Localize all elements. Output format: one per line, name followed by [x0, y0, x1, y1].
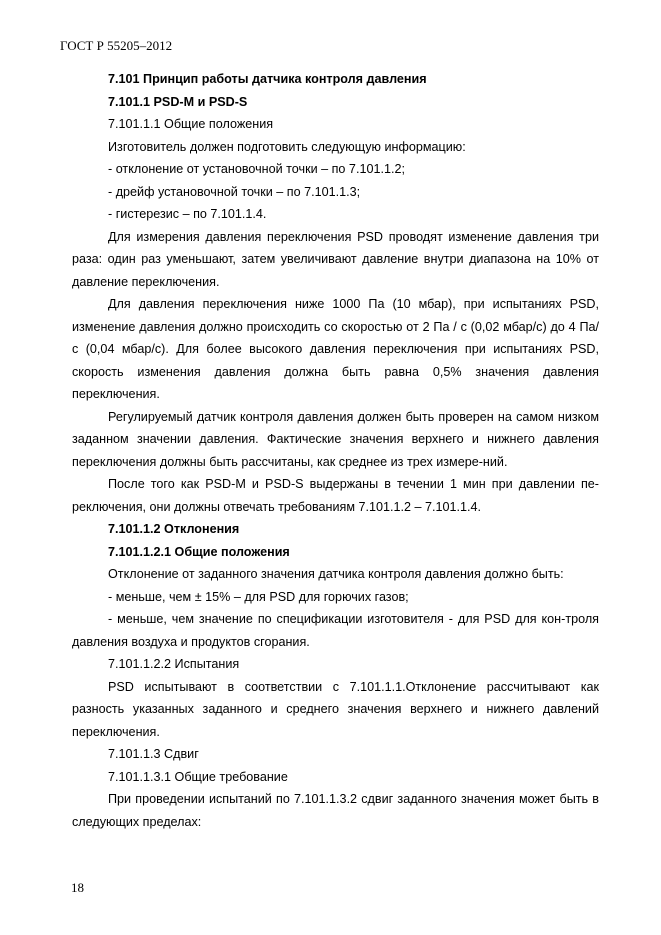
paragraph: Для давления переключения ниже 1000 Па (10 мбар), при испытаниях PSD, изменение давления должно происходить со скоростью от 2 Па / с (0,02 мбар/с) до 4 Па/с (0,04 мбар/с). Для более высокого давления переключения при испытаниях PSD, скорость изменения давления должна быть равна 0,5% значения давления переключения.	[72, 297, 599, 401]
paragraph: Для измерения давления переключения PSD проводят изменение давления три раза: один раз уменьшают, затем увеличивают давление внутри диапазона на 10% от давление переключения.	[72, 229, 599, 289]
paragraph: После того как PSD-M и PSD-S выдержаны в течении 1 мин при давлении пе-реключения, они должны отвечать требованиям 7.101.1.2 – 7.101.1.4.	[72, 477, 599, 514]
paragraph: Отклонение от заданного значения датчика контроля давления должно быть:	[108, 567, 564, 581]
list-item: - гистерезис – по 7.101.1.4.	[108, 207, 267, 221]
paragraph: При проведении испытаний по 7.101.1.3.2 сдвиг заданного значения может быть в следующих пределах:	[72, 792, 599, 829]
subsection-heading: 7.101.1 PSD-M и PSD-S	[108, 94, 248, 109]
paragraph: PSD испытывают в соответствии с 7.101.1.1.Отклонение рассчитывают как разность указанных заданного и среднего значения верхнего и нижнего давлений переключения.	[72, 679, 599, 739]
list-item: - меньше, чем ± 15% – для PSD для горючих газов;	[108, 589, 409, 604]
paragraph: Изготовитель должен подготовить следующую информацию:	[108, 139, 466, 154]
clause-heading-bold: 7.101.1.2 Отклонения	[108, 522, 240, 536]
section-heading: 7.101 Принцип работы датчика контроля давления	[108, 72, 427, 86]
clause-heading: 7.101.1.1 Общие положения	[108, 117, 274, 131]
clause-heading-bold: 7.101.1.2.1 Общие положения	[108, 544, 290, 559]
clause-heading: 7.101.1.2.2 Испытания	[108, 657, 240, 671]
document-body	[72, 68, 599, 833]
clause-heading: 7.101.1.3 Сдвиг	[108, 747, 199, 761]
list-item: - дрейф установочной точки – по 7.101.1.3;	[108, 184, 361, 199]
standard-code-header: ГОСТ Р 55205–2012	[60, 38, 173, 53]
clause-heading: 7.101.1.3.1 Общие требование	[108, 769, 288, 784]
list-item: - меньше, чем значение по спецификации изготовителя - для PSD для кон-троля давления воздуха и продуктов сгорания.	[72, 612, 599, 649]
paragraph: Регулируемый датчик контроля давления должен быть проверен на самом низком заданном значении давления. Фактические значения верхнего и нижнего давления переключения должны быть рассчитаны, как среднее из трех измере-ний.	[72, 409, 599, 469]
list-item: - отклонение от установочной точки – по 7.101.1.2;	[108, 162, 405, 176]
page-number: 18	[71, 880, 84, 895]
